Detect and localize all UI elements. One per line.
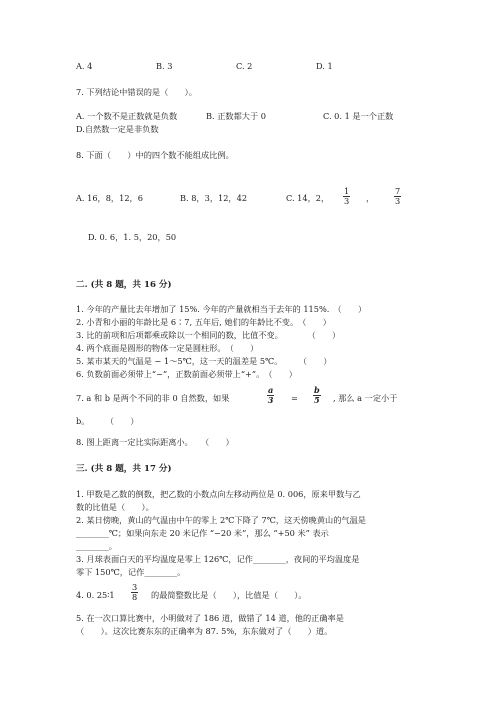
q8-option-c-separator: ，: [366, 193, 375, 203]
section-2-item-7-suffix: , 那么 a 一定小于: [333, 393, 398, 403]
fraction-numerator: 3: [132, 582, 138, 592]
fraction-numerator: b: [314, 385, 320, 395]
q8-option-c-fraction-1: [343, 187, 350, 206]
q6-option-c: C. 2: [236, 61, 253, 71]
section-2-item-3: 3. 比的前项和后项都乘或除以一个相同的数，比值不变。 （ ）: [76, 330, 341, 340]
section-3-q3-line-1: 3. 月球表面白天的平均温度是零上 126℃，记作________，夜间的平均温度是: [76, 554, 360, 564]
fraction-denominator: 3: [267, 395, 274, 405]
fraction-denominator: 3: [395, 196, 401, 206]
section-2-item-7-fraction-a: [267, 386, 274, 405]
section-2-item-8: 8. 图上距离一定比实际距离小。 （ ）: [76, 437, 234, 447]
fraction-denominator: 3: [344, 196, 350, 206]
section-2-item-4: 4. 两个底面是圆形的物体一定是圆柱形。 （ ）: [76, 343, 259, 353]
q7-option-a: A. 一个数不是正数就是负数: [76, 111, 178, 121]
q6-option-d: D. 1: [316, 61, 333, 71]
section-2-item-7-fraction-b: [313, 386, 321, 405]
section-3-q4-fraction: [131, 583, 138, 602]
fraction-numerator: a: [268, 385, 274, 395]
fraction-numerator: 7: [395, 186, 401, 196]
q7-stem: 7. 下列结论中错误的是（ ）。: [76, 87, 197, 97]
section-2-item-7-equals: =: [291, 393, 298, 403]
section-3-q1-line-1: 1. 甲数是乙数的倒数，把乙数的小数点向左移动两位是 0. 006，原来甲数与乙: [76, 489, 361, 499]
q6-option-b: B. 3: [156, 61, 173, 71]
section-2-item-5: 5. 某市某天的气温是 − 1～5℃，这一天的温差是 5℃。 （ ）: [76, 356, 332, 366]
fraction-numerator: 1: [344, 186, 350, 196]
section-2-item-7-line-2: b。 （ ）: [76, 416, 139, 426]
q8-option-d: D. 0. 6，1. 5，20，50: [88, 232, 177, 242]
section-3-q4-suffix: 的最简整数比是（ ），比值是（ ）。: [151, 590, 307, 600]
section-2-item-2: 2. 小青和小丽的年龄比是 6∶7, 五年后, 她们的年龄比不变。 （ ）: [76, 317, 331, 327]
section-3-q4-prefix: 4. 0. 25∶1: [76, 590, 115, 600]
fraction-denominator: 5: [314, 395, 320, 405]
section-2-item-1: 1. 今年的产量比去年增加了 15%. 今年的产量就相当于去年的 115%. （ ）: [76, 304, 367, 314]
section-2-item-6: 6. 负数前面必须带上“−”，正数前面必须带上“+”。 （ ）: [76, 369, 297, 379]
section-2-item-7-prefix: 7. a 和 b 是两个不同的非 0 自然数，如果: [76, 393, 230, 403]
q8-option-a: A. 16，8，12，6: [76, 193, 143, 203]
section-3-q2-line-1: 2. 某日傍晚，黄山的气温由中午的零上 2℃下降了 7℃，这天傍晚黄山的气温是: [76, 515, 366, 525]
section-3-q1-line-2: 数的比值是（ ）。: [76, 502, 154, 512]
section-3-q2-line-3: ________。: [76, 541, 117, 551]
q8-option-b: B. 8，3，12，42: [180, 193, 248, 203]
section-3-heading: 三. (共 8 题，共 17 分): [76, 464, 172, 474]
section-3-q3-line-2: 零下 150℃，记作________。: [76, 567, 186, 577]
fraction-denominator: 8: [132, 592, 138, 602]
section-2-heading: 二. (共 8 题，共 16 分): [76, 280, 172, 290]
q7-option-c: C. 0. 1 是一个正数: [323, 111, 394, 121]
q7-option-d: D.自然数一定是非负数: [76, 124, 159, 134]
q7-option-b: B. 正数都大于 0: [206, 111, 266, 121]
q8-stem: 8. 下面（ ）中的四个数不能组成比例。: [76, 150, 234, 160]
q8-option-c-prefix: C. 14，2，: [286, 193, 330, 203]
q6-option-a: A. 4: [76, 61, 93, 71]
q8-option-c-fraction-2: [394, 187, 401, 206]
section-3-q5-line-1: 5. 在一次口算比赛中，小明做对了 186 道，做错了 14 道，他的正确率是: [76, 613, 344, 623]
section-3-q2-line-2: ________℃；如果向东走 20 米记作 “−20 米”，那么 “+50 米” 表示: [76, 528, 329, 538]
section-3-q5-line-2: （ ）。这次比赛东东的正确率为 87. 5%，东东做对了（ ）道。: [76, 626, 333, 636]
